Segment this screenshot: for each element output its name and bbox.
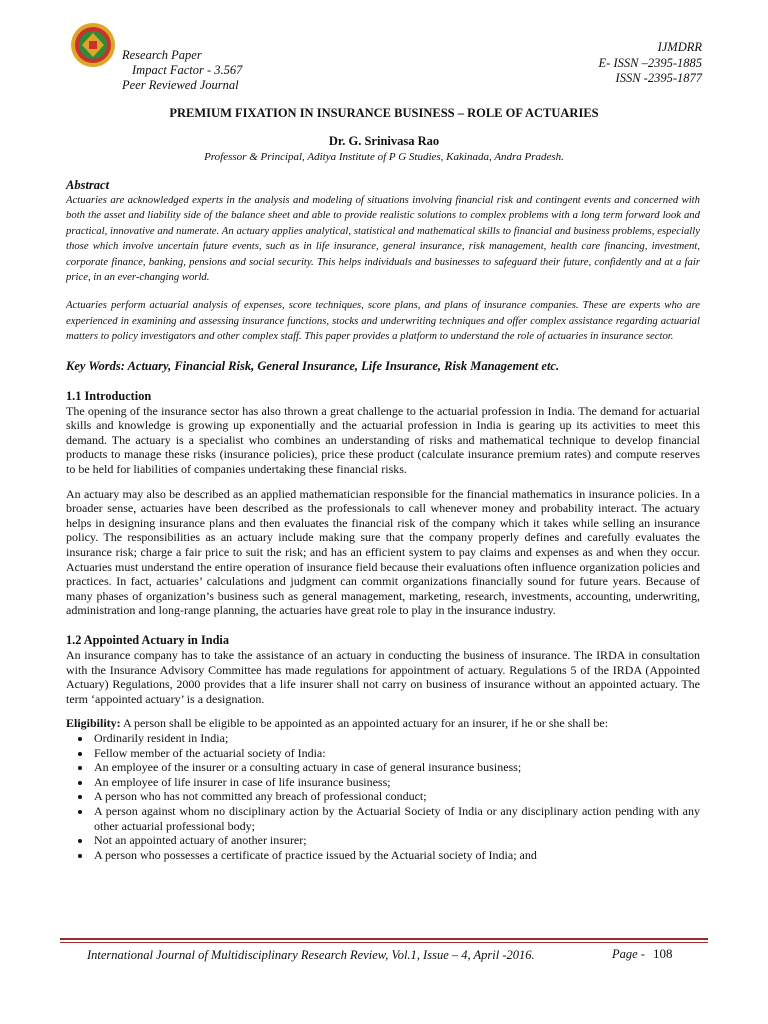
page-number: 108: [652, 946, 673, 961]
abstract-paragraph-2: Actuaries perform actuarial analysis of expenses, score techniques, score plans, and plans of insurance companies. These are experts who are experienced in examining and assessing insurance functions, stocks and underwriting techniques and offer complex assistance regarding actuarial matters to policy investigators and other complex staff. This paper provides a platform to understand the role of actuaries in insurance sector.: [66, 299, 700, 343]
paper-title: PREMIUM FIXATION IN INSURANCE BUSINESS – ROLE OF ACTUARIES: [169, 106, 599, 120]
eligibility-label: Eligibility:: [66, 716, 121, 731]
footer-rule: [60, 938, 708, 940]
list-item: • A person who possesses a certificate of practice issued by the Actuarial society of India; and: [92, 848, 700, 863]
footer-page: [612, 946, 672, 962]
eligibility-paragraph: [66, 716, 700, 731]
footer-journal-citation: International Journal of Multidisciplinary Research Review, Vol.1, Issue – 4, April -2016.: [87, 948, 535, 962]
header-journal-code: IJMDRR: [657, 40, 702, 54]
header-eissn: E- ISSN –2395-1885: [598, 55, 702, 70]
list-item: • Ordinarily resident in India;: [92, 731, 700, 746]
list-item: • An employee of life insurer in case of life insurance business;: [92, 775, 700, 790]
list-item: • A person against whom no disciplinary action by the Actuarial Society of India or any disciplinary action pending with any other actuarial professional body;: [92, 804, 700, 833]
appointed-paragraph-1: An insurance company has to take the assistance of an actuary in conducting the business of insurance. The IRDA in consultation with the Insurance Advisory Committee has made regulations for appointment of actuary. Regulations 5 of the IRDA (Appointed Actuary) Regulations, 2000 provides that a life insurer shall not carry on business of insurance without an appointed actuary. The term ‘appointed actuary’ is a designation.: [66, 647, 700, 706]
header-peer-reviewed: Peer Reviewed Journal: [122, 78, 239, 92]
paper-body: [66, 178, 700, 862]
section-heading-introduction: 1.1 Introduction: [66, 388, 152, 403]
list-item: • A person who has not committed any breach of professional conduct;: [92, 789, 700, 804]
journal-emblem-icon: [70, 22, 116, 68]
footer-rule-thin: [60, 942, 708, 943]
header-paper-type: Research Paper: [122, 48, 202, 62]
list-item: • An employee of the insurer or a consulting actuary in case of general insurance business;: [92, 760, 700, 775]
intro-paragraph-2: An actuary may also be described as an applied mathematician responsible for the financial mathematics in insurance policies. In a broader sense, actuaries have been described as the professionals to call whenever money and probability interact. The actuary helps in designing insurance plans and then evaluates the financial risk of the company which it takes while selling an insurance policy. The responsibilities as an actuary include making sure that the company properly defines and carefully evaluates the insurance risk; charge a fair price to suit the risk; and has an efficient system to pay claims and expenses as and when they occur. Actuaries must understand the entire operation of insurance field because their evaluations often influence organization policies and practices. In fact, actuaries’ calculations and judgment can commit organizations financially sound for future years. Because of many phases of organization’s business such as general management, marketing, research, investments, accounting, underwriting, administration and long-range planning, the actuaries have great role to play in the insurance industry.: [66, 486, 700, 618]
abstract-paragraph-1: Actuaries are acknowledged experts in the analysis and modeling of situations involving financial risk and contingent events and concerned with both the asset and liability side of the balance sheet and able to provide realistic solutions to complex problems with a long term forward look and practical, innovative and numerate. An actuary applies analytical, statistical and mathematical skills to financial and business problems, especially those which involve uncertain future events, such as in life insurance, general insurance, risk management, health care financing, investment, corporate finance, banking, pensions and social security. This helps individuals and businesses to safeguard their future, confidently and at a fair price, in an ever-changing world.: [66, 194, 700, 284]
abstract-heading: Abstract: [66, 178, 110, 192]
eligibility-text: A person shall be eligible to be appointed as an appointed actuary for an insurer, if he or she shall be:: [120, 716, 609, 731]
header-issn: ISSN -2395-1877: [615, 71, 702, 85]
section-heading-appointed-actuary: 1.2 Appointed Actuary in India: [66, 632, 229, 647]
header-left: [122, 48, 242, 93]
page-label: Page -: [612, 947, 645, 961]
author-name: Dr. G. Srinivasa Rao: [328, 134, 440, 148]
eligibility-list: [66, 731, 700, 862]
author-affiliation: Professor & Principal, Aditya Institute of P G Studies, Kakinada, Andra Pradesh.: [204, 151, 564, 163]
header-right: [599, 40, 702, 87]
header-impact-factor: Impact Factor - 3.567: [132, 63, 243, 77]
keywords: Key Words: Actuary, Financial Risk, General Insurance, Life Insurance, Risk Management etc.: [66, 358, 560, 373]
list-item: • Not an appointed actuary of another insurer;: [92, 833, 700, 848]
intro-paragraph-1: The opening of the insurance sector has also thrown a great challenge to the actuarial profession in India. The demand for actuarial skills and knowledge is growing up exponentially and the actuarial profession in India is gearing up its activities to meet this demand. The actuary is a specialist who combines an understanding of risks and mathematical technique to develop financial products to manage these risks (insurance policies), price these product (calculate insurance premium rates) and compute reserves to be held for liabilities of companies undertaking these financial risks.: [66, 403, 700, 477]
list-item: • Fellow member of the actuarial society of India:: [92, 746, 700, 761]
